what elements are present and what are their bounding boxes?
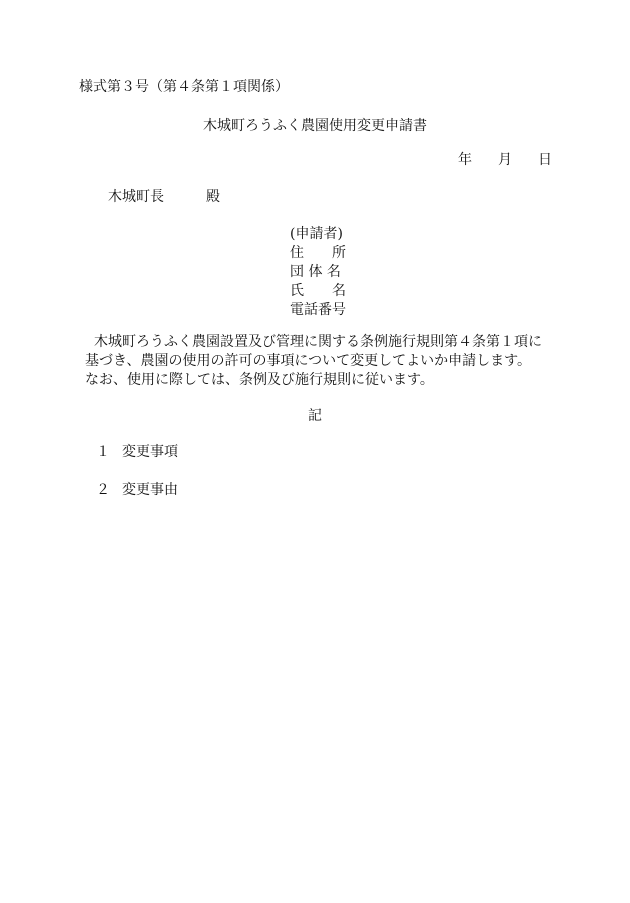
applicant-block (290, 225, 346, 320)
list-item-change-matter (96, 445, 178, 459)
item-label: 変更事由 (122, 482, 178, 498)
item-label: 変更事項 (122, 444, 178, 460)
applicant-heading: (申請者) (290, 226, 343, 242)
form-number: 様式第３号（第４条第１項関係） (79, 79, 289, 95)
date-line (458, 153, 552, 167)
item-number: １ (96, 444, 110, 460)
item-number: ２ (96, 482, 110, 498)
date-day-label: 日 (538, 152, 552, 168)
applicant-address-label: 住 所 (290, 245, 346, 261)
addressee-name: 木城町長 (108, 189, 164, 205)
body-paragraph-1-line-1: 木城町ろうふく農園設置及び管理に関する条例施行規則第４条第１項に (94, 334, 542, 350)
list-item-change-reason (96, 483, 178, 497)
applicant-group-label: 団 体 名 (290, 264, 341, 280)
date-year-label: 年 (458, 152, 472, 168)
addressee (108, 190, 220, 204)
document-title: 木城町ろうふく農園使用変更申請書 (203, 118, 427, 134)
applicant-name-label: 氏 名 (290, 283, 346, 299)
date-month-label: 月 (498, 152, 512, 168)
body-paragraph-2: なお、使用に際しては、条例及び施行規則に従います。 (85, 372, 434, 388)
ki-heading: 記 (308, 408, 322, 424)
body-paragraph-1-line-2: 基づき、農園の使用の許可の事項について変更してよいか申請します。 (85, 353, 532, 369)
applicant-phone-label: 電話番号 (290, 302, 346, 318)
addressee-honorific: 殿 (206, 189, 220, 205)
body-text (79, 333, 599, 390)
